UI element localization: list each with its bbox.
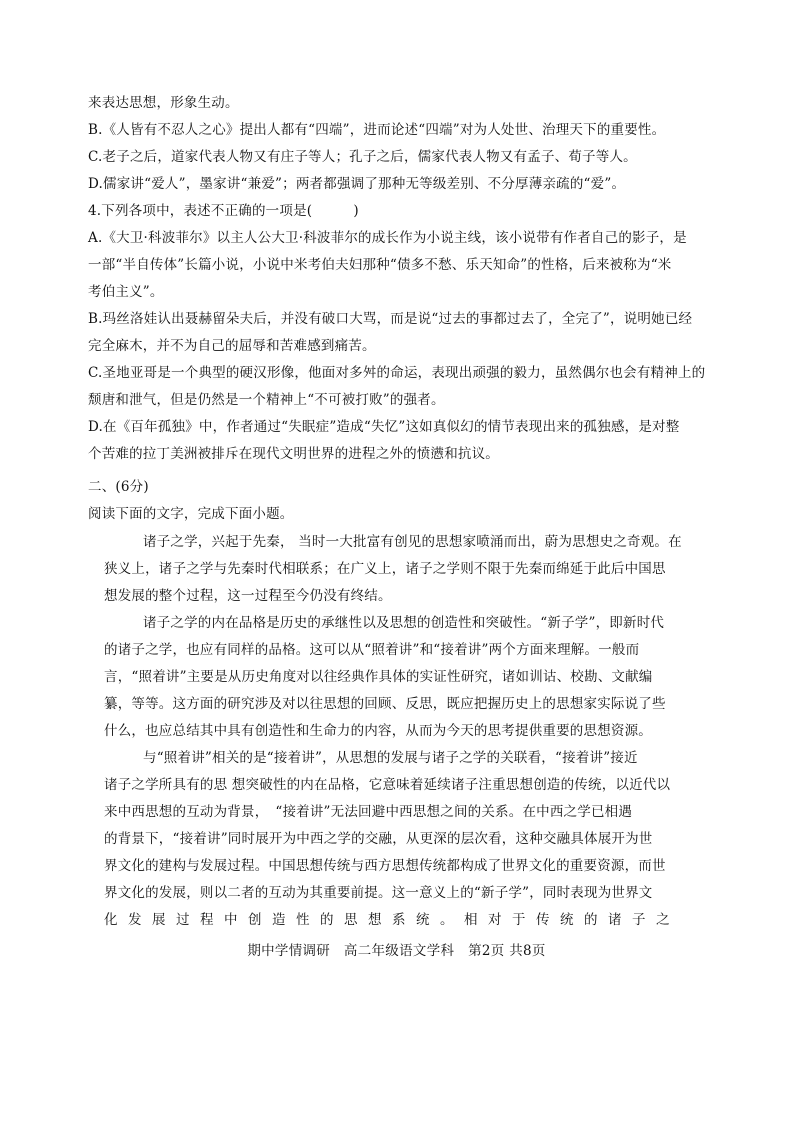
question-4: 4.下列各项中，表述不正确的一项是( ) <box>88 203 359 219</box>
passage-line: 的背景下，“接着讲”同时展开为中西之学的交融，从更深的层次看，这种交融具体展开为世 <box>104 831 653 847</box>
text-line: 个苦难的拉丁美洲被排斥在现代文明世界的进程之外的愤懑和抗议。 <box>88 446 499 462</box>
passage-line: 言，“照着讲”主要是从历史角度对以往经典作具体的实证性研究，诸如训诂、校勘、文献编 <box>104 669 653 685</box>
passage-line: 狭义上，诸子之学与先秦时代相联系；在广义上，诸子之学则不限于先秦而绵延于此后中国思 <box>104 561 666 577</box>
option-c: C.老子之后，道家代表人物又有庄子等人；孔子之后，儒家代表人物又有孟子、荀子等人。 <box>88 149 637 165</box>
instruction: 阅读下面的文字，完成下面小题。 <box>88 506 294 522</box>
passage-line: 诸子之学的内在品格是历史的承继性以及思想的创造性和突破性。“新子学”，即新时代 <box>143 615 665 631</box>
q4-option-c: C.圣地亚哥是一个典型的硬汉形像，他面对多舛的命运，表现出顽强的毅力，虽然偶尔也会有精神上的 <box>88 365 706 381</box>
passage-line: 想发展的整个过程，这一过程至今仍没有终结。 <box>104 588 392 604</box>
passage-line: 来中西思想的互动为背景， “接着讲”无法回避中西思想之间的关系。在中西之学已相遇 <box>104 804 633 820</box>
option-b: B.《人皆有不忍人之心》提出人都有“四端”，进而论述“四端”对为人处世、治理天下的重要性。 <box>88 122 666 138</box>
passage-line: 的诸子之学，也应有同样的品格。这可以从“照着讲”和“接着讲”两个方面来理解。一般而 <box>104 642 640 658</box>
passage-line: 与“照着讲”相关的是“接着讲”，从思想的发展与诸子之学的关联看，“接着讲”接近 <box>143 750 638 766</box>
passage-line: 诸子之学所具有的思 想突破性的内在品格，它意味着延续诸子注重思想创造的传统，以近代以 <box>104 777 671 793</box>
passage-line: 纂，等等。这方面的研究涉及对以往思想的回顾、反思，既应把握历史上的思想家实际说了些 <box>104 696 666 712</box>
text-line: 一部“半自传体”长篇小说，小说中米考伯夫妇那种“债多不愁、乐天知命”的性格，后来被称为“米 <box>88 257 672 273</box>
q4-option-d: D.在《百年孤独》中，作者通过“失眠症”造成“失忆”这如真似幻的情节表现出来的孤独感，是对整 <box>88 419 680 435</box>
text-line: 考伯主义”。 <box>88 284 164 300</box>
passage-line: 什么，也应总结其中具有创造性和生命力的内容，从而为今天的思考提供重要的思想资源。 <box>104 723 652 739</box>
option-d: D.儒家讲“爱人”，墨家讲“兼爱”；两者都强调了那种无等级差别、不分厚薄亲疏的“爱”。 <box>88 176 626 192</box>
text-line: 来表达思想，形象生动。 <box>88 95 239 111</box>
q4-option-b: B.玛丝洛娃认出聂赫留朵夫后，并没有破口大骂，而是说“过去的事都过去了，全完了”，说明她已经 <box>88 311 693 327</box>
section-heading: 二、(6分) <box>88 479 149 495</box>
passage-line: 诸子之学，兴起于先秦， 当时一大批富有创见的思想家喷涌而出，蔚为思想史之奇观。在 <box>143 534 682 550</box>
q4-option-a: A.《大卫·科波菲尔》以主人公大卫·科波菲尔的成长作为小说主线，该小说带有作者自己的影子，是 <box>88 230 687 246</box>
text-line: 完全麻木，并不为自己的屈辱和苦难感到痛苦。 <box>88 338 376 354</box>
passage-line: 界文化的发展，则以二者的互动为其重要前提。这一意义上的“新子学”，同时表现为世界文 <box>104 885 653 901</box>
page-footer: 期中学情调研 高二年级语文学科 第2页 共8页 <box>247 943 546 959</box>
text-line: 颓唐和泄气，但是仍然是一个精神上“不可被打败”的强者。 <box>88 392 445 408</box>
passage-line: 化发展过程中创造性的思想系统。相对于传统的诸子之 <box>104 912 680 928</box>
passage-line: 界文化的建构与发展过程。中国思想传统与西方思想传统都构成了世界文化的重要资源，而世 <box>104 858 666 874</box>
